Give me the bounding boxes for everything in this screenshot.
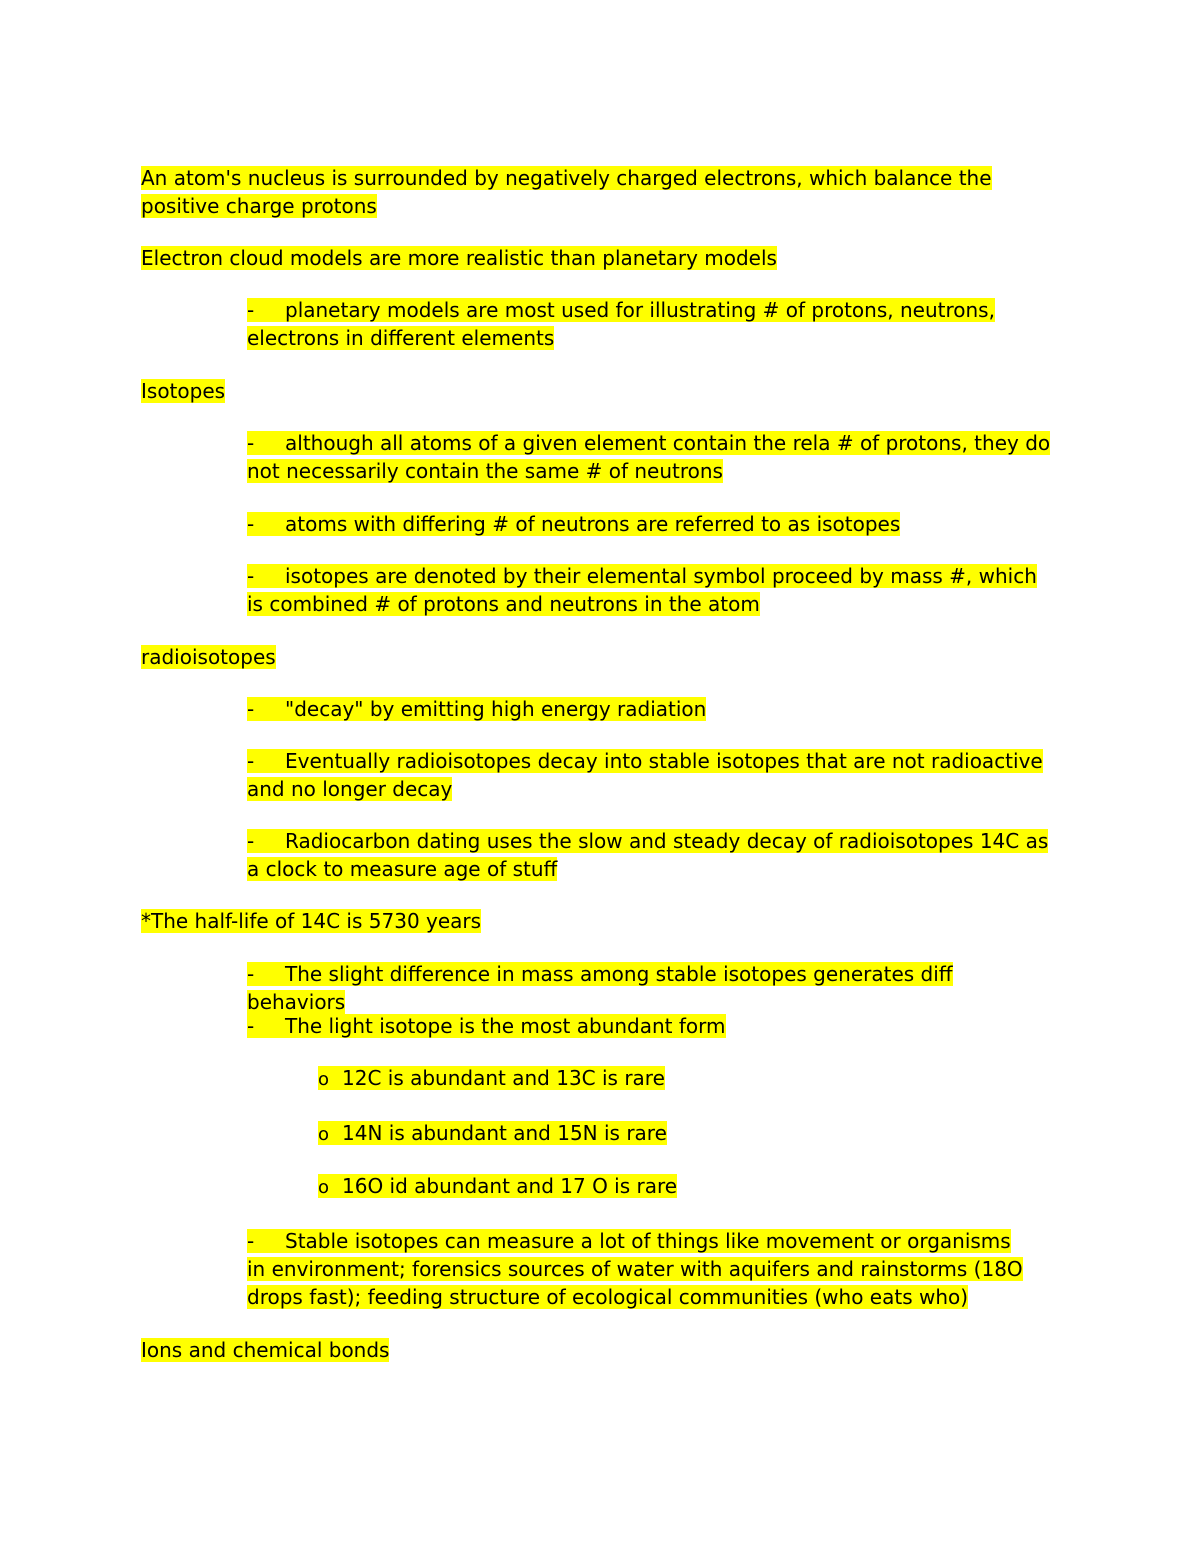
bullet-text: isotopes are denoted by their elemental symbol proceed by mass #, which is combined # of protons and neutrons in the atom <box>247 564 1037 616</box>
paragraph <box>141 164 1041 220</box>
highlighted-text: Ions and chemical bonds <box>141 1338 390 1362</box>
bullet-item <box>247 510 1057 538</box>
highlighted-text <box>247 829 1048 881</box>
bullet-text: 12C is abundant and 13C is rare <box>342 1066 665 1090</box>
paragraph <box>141 244 1041 272</box>
section-heading <box>141 377 1041 405</box>
sub-bullet-item <box>318 1119 1058 1149</box>
circle-bullet-icon: o <box>318 1177 330 1198</box>
dash-bullet-icon: - <box>247 564 255 588</box>
sub-bullet-item <box>318 1172 1058 1202</box>
highlighted-text <box>318 1066 665 1090</box>
highlighted-text <box>318 1121 667 1145</box>
bullet-item <box>247 1227 1027 1311</box>
highlighted-text: *The half-life of 14C is 5730 years <box>141 909 482 933</box>
bullet-text: Stable isotopes can measure a lot of things like movement or organisms in environment; forensics sources of water with aquifers and rainstorms (18O drops fast); feeding structure of ecological communities (who eats who) <box>247 1229 1023 1309</box>
circle-bullet-icon: o <box>318 1124 330 1145</box>
bullet-item <box>247 296 1057 352</box>
highlighted-text <box>247 962 953 1014</box>
bullet-text: 14N is abundant and 15N is rare <box>342 1121 667 1145</box>
dash-bullet-icon: - <box>247 697 255 721</box>
highlighted-text: An atom's nucleus is surrounded by negatively charged electrons, which balance the positive charge protons <box>141 166 992 218</box>
bullet-text: planetary models are most used for illustrating # of protons, neutrons, electrons in different elements <box>247 298 995 350</box>
bullet-text: atoms with differing # of neutrons are referred to as isotopes <box>285 512 901 536</box>
highlighted-text <box>247 697 706 721</box>
paragraph <box>141 907 1041 935</box>
highlighted-text <box>247 564 1037 616</box>
dash-bullet-icon: - <box>247 749 255 773</box>
bullet-item <box>247 1012 1057 1040</box>
bullet-text: although all atoms of a given element contain the rela # of protons, they do not necessarily contain the same # of neutrons <box>247 431 1051 483</box>
section-heading <box>141 1336 1041 1364</box>
dash-bullet-icon: - <box>247 431 255 455</box>
bullet-item <box>247 429 1057 485</box>
dash-bullet-icon: - <box>247 1229 255 1253</box>
highlighted-text: Electron cloud models are more realistic than planetary models <box>141 246 777 270</box>
highlighted-text <box>247 298 995 350</box>
bullet-text: Radiocarbon dating uses the slow and steady decay of radioisotopes 14C as a clock to measure age of stuff <box>247 829 1049 881</box>
highlighted-text <box>318 1174 677 1198</box>
highlighted-text <box>247 1229 1023 1309</box>
bullet-item <box>247 695 1057 723</box>
bullet-item <box>247 960 1057 1016</box>
highlighted-text <box>247 512 900 536</box>
dash-bullet-icon: - <box>247 298 255 322</box>
highlighted-text <box>247 431 1050 483</box>
bullet-text: The light isotope is the most abundant form <box>285 1014 726 1038</box>
bullet-text: The slight difference in mass among stable isotopes generates diff behaviors <box>247 962 953 1014</box>
highlighted-text <box>247 749 1043 801</box>
dash-bullet-icon: - <box>247 962 255 986</box>
dash-bullet-icon: - <box>247 1014 255 1038</box>
highlighted-text: Isotopes <box>141 379 226 403</box>
bullet-text: 16O id abundant and 17 O is rare <box>342 1174 678 1198</box>
highlighted-text <box>247 1014 726 1038</box>
dash-bullet-icon: - <box>247 829 255 853</box>
circle-bullet-icon: o <box>318 1069 330 1090</box>
section-heading <box>141 643 1041 671</box>
bullet-text: "decay" by emitting high energy radiation <box>285 697 707 721</box>
bullet-item <box>247 827 1057 883</box>
bullet-text: Eventually radioisotopes decay into stable isotopes that are not radioactive and no longer decay <box>247 749 1043 801</box>
bullet-item <box>247 747 1057 803</box>
sub-bullet-item <box>318 1064 1058 1094</box>
bullet-item <box>247 562 1057 618</box>
highlighted-text: radioisotopes <box>141 645 276 669</box>
dash-bullet-icon: - <box>247 512 255 536</box>
